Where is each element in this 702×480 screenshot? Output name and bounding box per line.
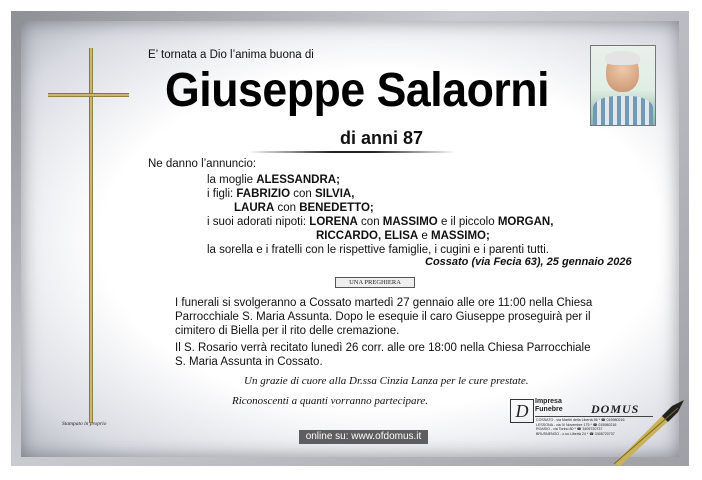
prayer-label: UNA PREGHIERA: [335, 277, 415, 288]
grateful-text: Riconoscenti a quanti vorranno partecipare.: [232, 395, 429, 407]
cross-icon-bar: [48, 93, 129, 97]
age-divider: [248, 151, 456, 153]
place-date: Cossato (via Fecia 63), 25 gennaio 2026: [425, 256, 632, 268]
thanks-text: Un grazie di cuore alla Dr.ssa Cinzia Lanza per le cure prestate.: [244, 375, 529, 387]
rosary-paragraph: Il S. Rosario verrà recitato lunedì 26 corr. alle ore 18:00 nella Chiesa Parrocchiale S. Maria Assunta in Cossato.: [175, 342, 591, 368]
family-line: la moglie ALESSANDRA;: [207, 174, 340, 186]
family-line: i figli: FABRIZIO con SILVIA,: [207, 188, 355, 200]
pen-nib-icon: [612, 398, 690, 466]
logo-domus: DOMUS: [591, 402, 640, 416]
announce-label: Ne danno l’annuncio:: [148, 158, 257, 170]
website-badge[interactable]: online su: www.ofdomus.it: [299, 430, 428, 444]
logo-addresses: COSSATO - via Martiri della Libertà 56 * ☎ 015980216 LESSONA - via IV Novembre 175 * ☎ 015980216 ROASIO - via Torino 80 * ☎ 3405720737 BRUSNENGO - c.so Libertà 24 * ☎ 3405720737: [536, 418, 625, 436]
logo-letter-icon: D: [510, 399, 534, 423]
logo-impresa: Impresa: [535, 398, 562, 405]
family-line: RICCARDO, ELISA e MASSIMO;: [316, 230, 490, 242]
family-line: LAURA con BENEDETTO;: [234, 202, 374, 214]
deceased-name: Giuseppe Salaorni: [165, 64, 550, 117]
printed-note: Stampato in proprio: [62, 421, 107, 427]
funeral-paragraph: I funerali si svolgeranno a Cossato martedì 27 gennaio alle ore 11:00 nella Chiesa Parrocchiale S. Maria Assunta. Dopo le esequie il caro Giuseppe proseguirà per il cimitero di Biella per il rito delle cremazione.: [175, 297, 593, 337]
intro-text: E’ tornata a Dio l’anima buona di: [148, 49, 314, 61]
family-line: i suoi adorati nipoti: LORENA con MASSIMO e il piccolo MORGAN,: [207, 216, 554, 228]
logo-funebre: Funebre: [535, 406, 563, 413]
age-text: di anni 87: [340, 128, 424, 148]
family-line: la sorella e i fratelli con le rispettive famiglie, i cugini e i parenti tutti.: [207, 244, 549, 256]
cross-icon: [89, 48, 93, 423]
portrait-photo: [590, 45, 656, 126]
